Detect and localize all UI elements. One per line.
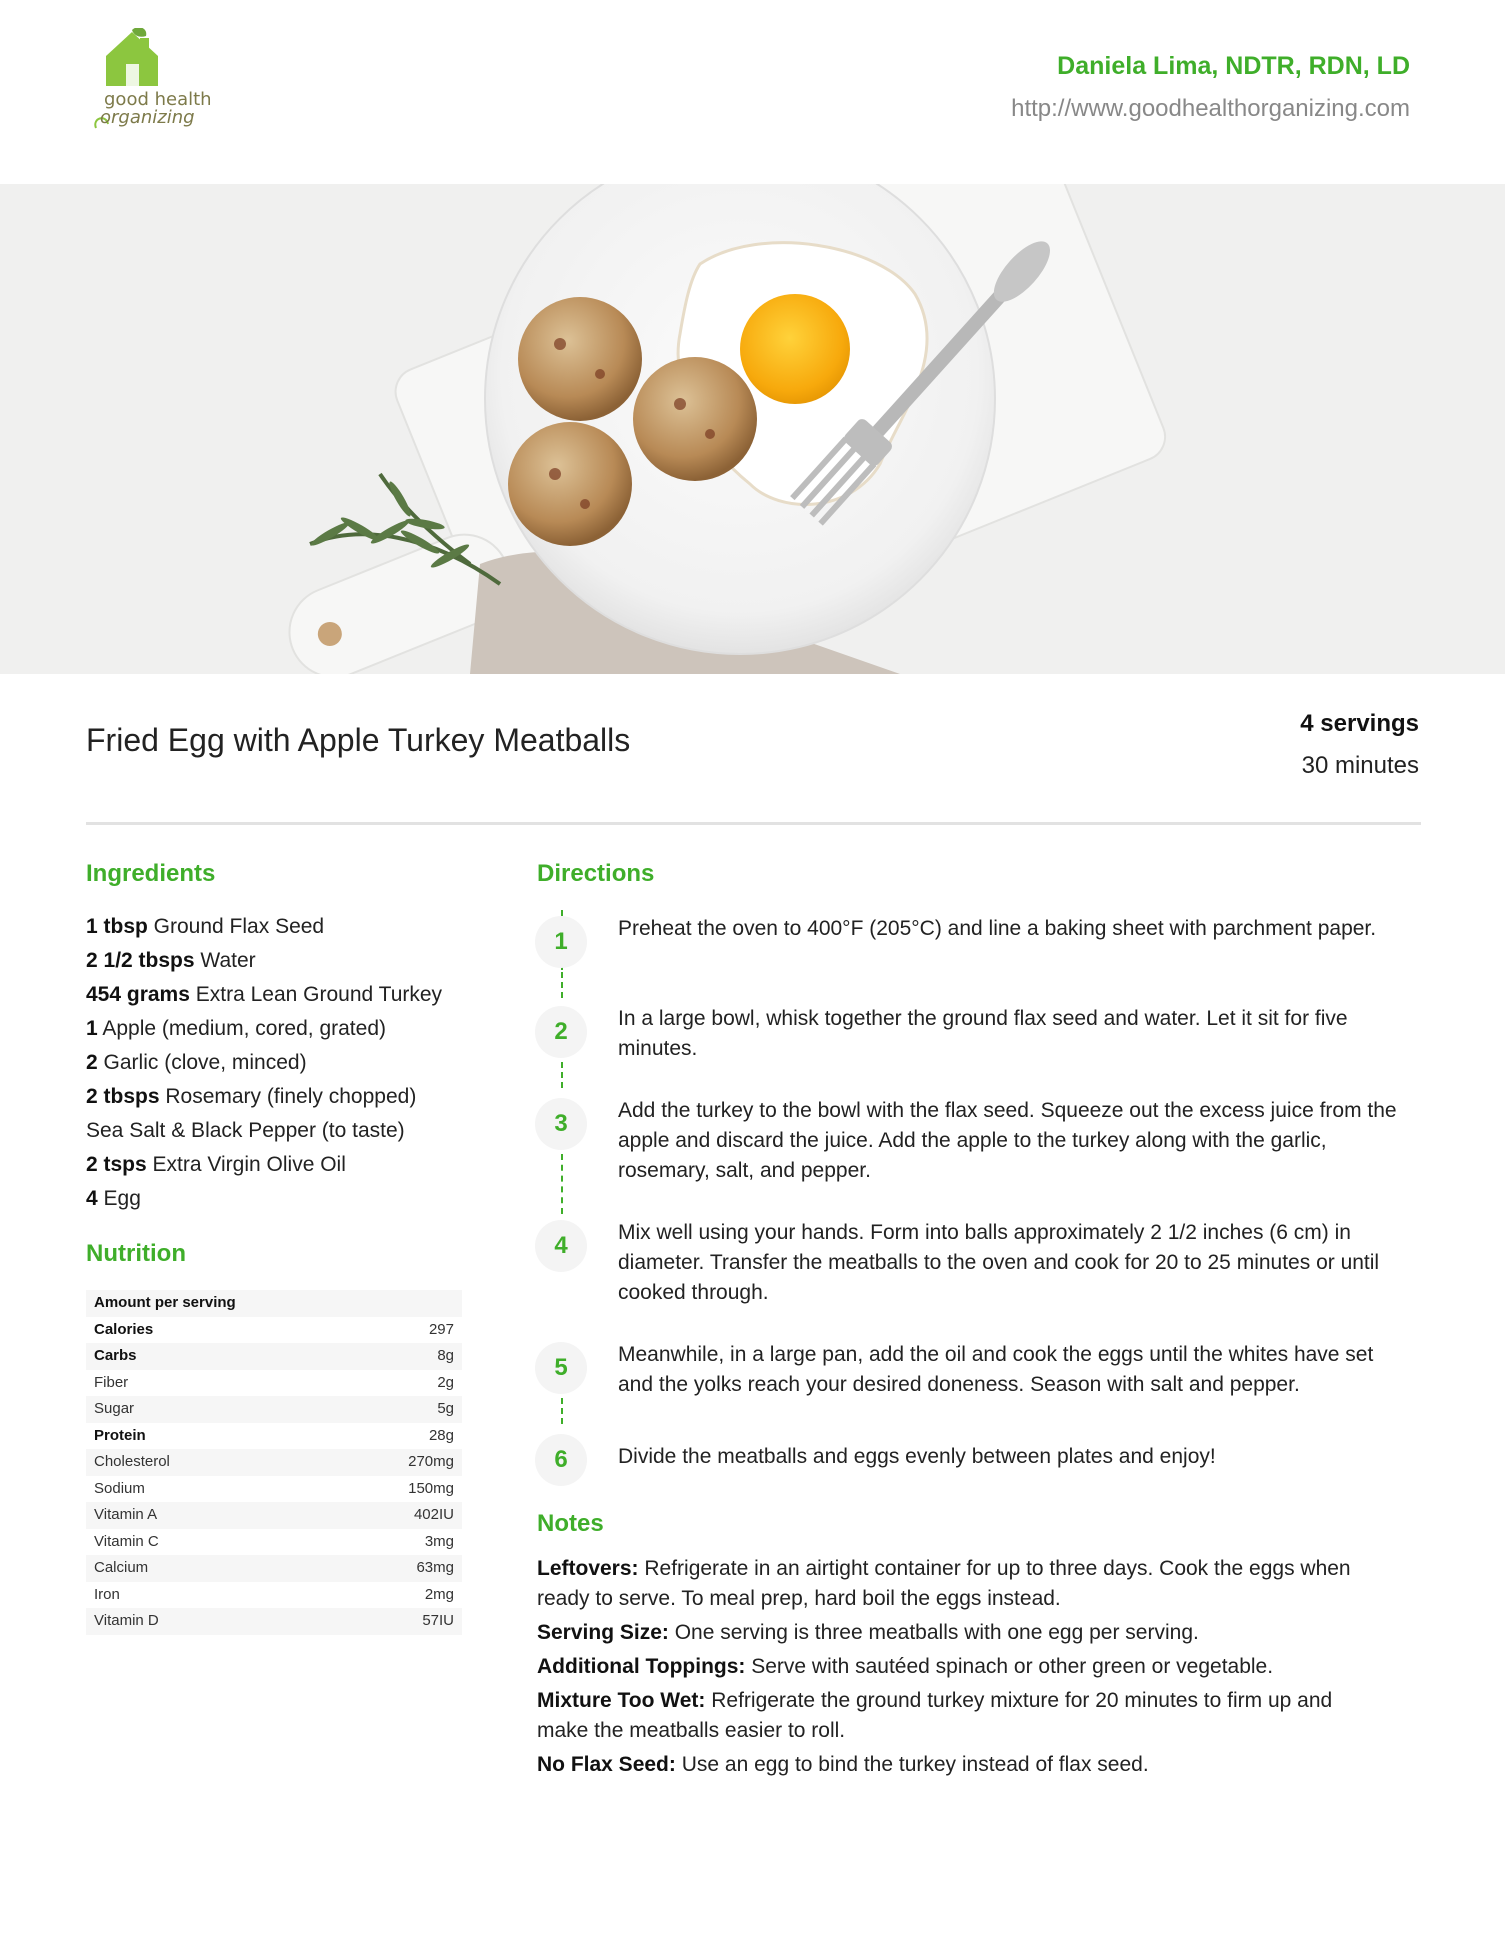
nutrition-label: Iron <box>94 1585 120 1603</box>
nutrition-row <box>86 1502 462 1529</box>
step-number: 6 <box>535 1434 587 1486</box>
ingredient-qty: 2 tbsps <box>86 1085 160 1108</box>
ingredients-heading: Ingredients <box>86 860 216 887</box>
ingredient-qty: 4 <box>86 1187 98 1210</box>
ingredient-qty: 1 <box>86 1017 98 1040</box>
step-connector <box>561 1154 563 1214</box>
nutrition-row <box>86 1555 462 1582</box>
note-label: Additional Toppings: <box>537 1655 746 1678</box>
nutrition-label: Carbs <box>94 1347 137 1364</box>
step-number: 1 <box>535 916 587 968</box>
step-text: Mix well using your hands. Form into balls approximately 2 1/2 inches (6 cm) in diameter. Transfer the meatballs to the oven and cook for 20 to 25 minutes or until cooked through. <box>618 1221 1380 1304</box>
notes-heading: Notes <box>537 1510 604 1537</box>
nutrition-label: Protein <box>94 1426 146 1444</box>
ingredient-qty: 2 1/2 tbsps <box>86 949 195 972</box>
nutrition-row <box>86 1423 462 1450</box>
ingredient-name: Garlic (clove, minced) <box>97 1051 307 1074</box>
nutrition-row <box>86 1396 462 1423</box>
nutrition-value: 63mg <box>416 1559 454 1576</box>
ingredient-item <box>86 1046 486 1080</box>
step-text: In a large bowl, whisk together the ground flax seed and water. Let it sit for five minutes. <box>618 1007 1348 1060</box>
step-connector <box>561 1062 563 1088</box>
note-label: No Flax Seed: <box>537 1753 676 1776</box>
ingredient-item <box>86 944 486 978</box>
nutrition-value: 402IU <box>413 1506 454 1523</box>
nutrition-label: Sugar <box>94 1400 135 1417</box>
nutrition-value: 297 <box>428 1320 454 1338</box>
ingredient-name: Egg <box>97 1187 141 1210</box>
step-connector <box>561 972 563 998</box>
note-text: Refrigerate the ground turkey mixture for 20 minutes to firm up and make the meatballs easier to roll. <box>537 1689 1333 1742</box>
nutrition-row <box>86 1608 462 1635</box>
note-label: Mixture Too Wet: <box>537 1689 706 1712</box>
ingredient-item <box>86 910 486 944</box>
nutrition-table-header <box>86 1290 462 1317</box>
ingredients-list <box>86 910 486 1216</box>
nutrition-table <box>86 1290 462 1635</box>
note-item <box>537 1618 1377 1648</box>
nutrition-value: 270mg <box>408 1453 454 1470</box>
nutrition-value: 2g <box>437 1373 454 1391</box>
nutrition-label: Cholesterol <box>94 1453 170 1470</box>
nutrition-value: 3mg <box>424 1532 454 1550</box>
house-leaf-icon <box>86 28 236 148</box>
nutrition-label: Sodium <box>94 1479 145 1497</box>
nutrition-header-label: Amount per serving <box>94 1294 236 1311</box>
nutrition-label: Vitamin C <box>94 1532 159 1550</box>
nutrition-value: 5g <box>437 1400 454 1417</box>
note-text: Use an egg to bind the turkey instead of flax seed. <box>675 1753 1149 1776</box>
nutrition-row <box>86 1370 462 1397</box>
ingredient-item <box>86 1182 486 1216</box>
nutrition-label: Calcium <box>94 1559 149 1576</box>
nutrition-value: 57IU <box>422 1612 454 1629</box>
ingredient-item <box>86 1148 486 1182</box>
step-number: 5 <box>535 1342 587 1394</box>
logo-line1: good health <box>104 89 212 110</box>
note-item <box>537 1686 1377 1746</box>
note-text: Serve with sautéed spinach or other green or vegetable. <box>745 1655 1274 1678</box>
divider <box>86 822 1421 825</box>
step-connector <box>561 1398 563 1424</box>
nutrition-row <box>86 1529 462 1556</box>
note-item <box>537 1652 1377 1682</box>
ingredient-item <box>86 1114 486 1148</box>
ingredient-name: Rosemary (finely chopped) <box>159 1085 417 1108</box>
ingredient-qty: 2 tsps <box>86 1153 147 1176</box>
ingredient-name: Sea Salt & Black Pepper (to taste) <box>86 1119 405 1142</box>
cook-time: 30 minutes <box>1301 752 1419 779</box>
note-text: One serving is three meatballs with one egg per serving. <box>668 1621 1199 1644</box>
directions-heading: Directions <box>537 860 655 887</box>
servings: 4 servings <box>1300 710 1419 737</box>
nutrition-value: 28g <box>428 1426 454 1444</box>
ingredient-qty: 1 tbsp <box>86 915 148 938</box>
nutrition-row <box>86 1317 462 1344</box>
ingredient-name: Apple (medium, cored, grated) <box>97 1017 386 1040</box>
note-label: Leftovers: <box>537 1557 639 1580</box>
note-label: Serving Size: <box>537 1621 669 1644</box>
nutrition-label: Fiber <box>94 1373 129 1391</box>
author-name: Daniela Lima, NDTR, RDN, LD <box>1057 52 1410 80</box>
step-text: Preheat the oven to 400°F (205°C) and line a baking sheet with parchment paper. <box>618 917 1377 940</box>
step-text: Add the turkey to the bowl with the flax seed. Squeeze out the excess juice from the apple and discard the juice. Add the apple to the turkey along with the garlic, rosemary, salt, and pepper. <box>618 1099 1397 1182</box>
note-text: Refrigerate in an airtight container for up to three days. Cook the eggs when ready to serve. To meal prep, hard boil the eggs instead. <box>537 1557 1351 1610</box>
ingredient-name: Extra Virgin Olive Oil <box>146 1153 346 1176</box>
nutrition-heading: Nutrition <box>86 1240 186 1267</box>
ingredient-name: Ground Flax Seed <box>147 915 325 938</box>
brand-logo <box>86 28 236 148</box>
nutrition-row <box>86 1476 462 1503</box>
ingredient-qty: 454 grams <box>86 983 190 1006</box>
note-item <box>537 1750 1377 1780</box>
hero-photo <box>0 184 1505 674</box>
step-text: Meanwhile, in a large pan, add the oil and cook the eggs until the whites have set and the yolks reach your desired doneness. Season with salt and pepper. <box>618 1343 1374 1396</box>
note-item <box>537 1554 1377 1614</box>
nutrition-row <box>86 1582 462 1609</box>
ingredient-item <box>86 978 486 1012</box>
ingredient-qty: 2 <box>86 1051 98 1074</box>
ingredient-item <box>86 1012 486 1046</box>
notes-list <box>537 1554 1377 1784</box>
step-number: 4 <box>535 1220 587 1272</box>
step-number: 2 <box>535 1006 587 1058</box>
nutrition-row <box>86 1449 462 1476</box>
nutrition-value: 2mg <box>424 1585 454 1603</box>
nutrition-label: Calories <box>94 1320 154 1338</box>
website-link[interactable]: http://www.goodhealthorganizing.com <box>1011 95 1410 122</box>
nutrition-label: Vitamin A <box>94 1506 158 1523</box>
ingredient-name: Extra Lean Ground Turkey <box>189 983 443 1006</box>
step-text: Divide the meatballs and eggs evenly between plates and enjoy! <box>618 1445 1216 1468</box>
recipe-title: Fried Egg with Apple Turkey Meatballs <box>86 722 631 758</box>
nutrition-value: 150mg <box>408 1479 454 1497</box>
ingredient-name: Water <box>194 949 256 972</box>
nutrition-label: Vitamin D <box>94 1612 159 1629</box>
step-number: 3 <box>535 1098 587 1150</box>
logo-line2: organizing <box>100 107 195 128</box>
ingredient-item <box>86 1080 486 1114</box>
nutrition-row <box>86 1343 462 1370</box>
nutrition-value: 8g <box>437 1347 454 1364</box>
